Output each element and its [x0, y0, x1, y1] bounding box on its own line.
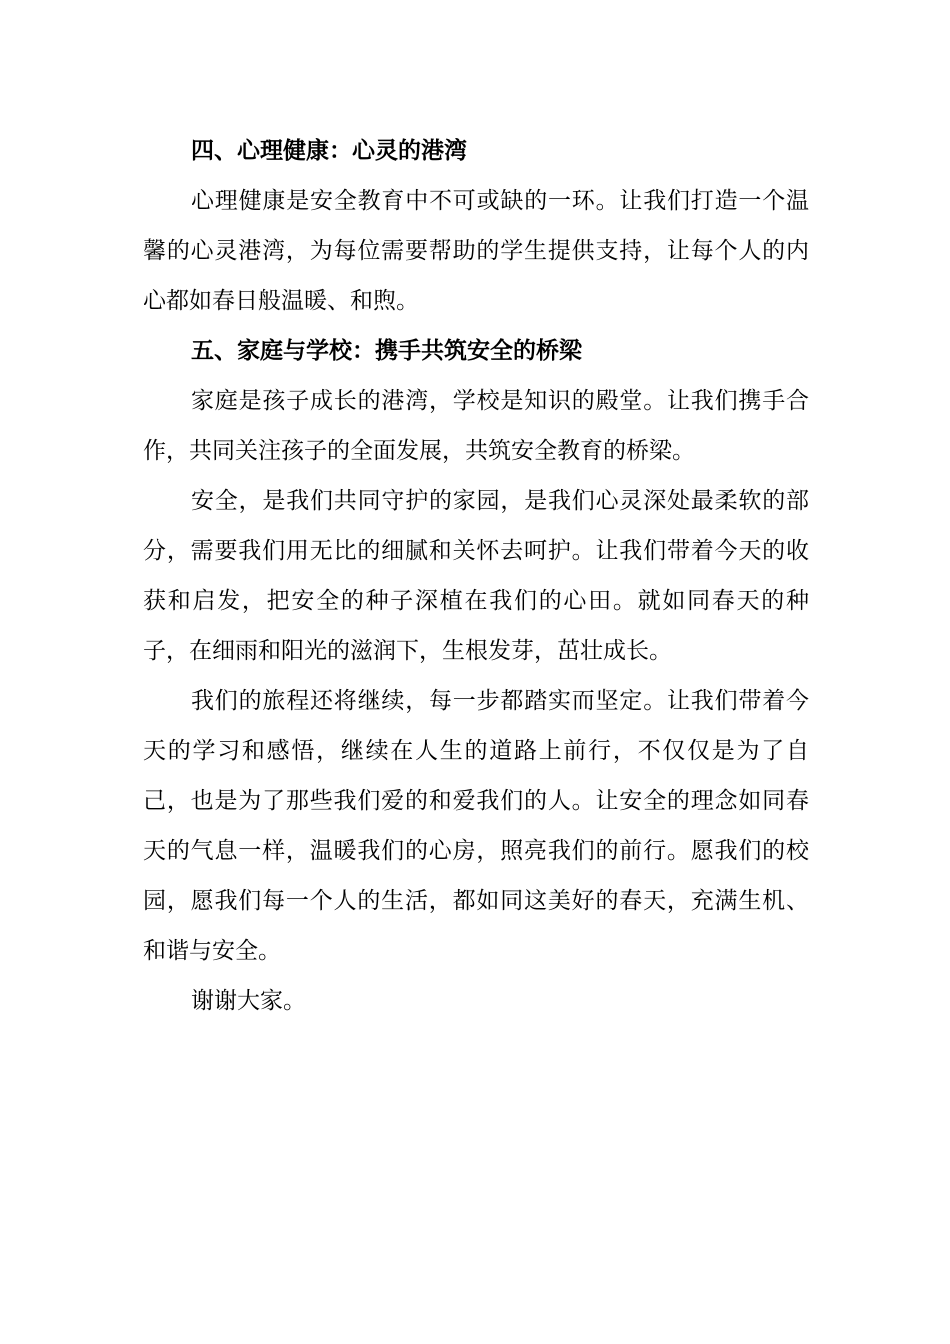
- paragraph-journey: 我们的旅程还将继续，每一步都踏实而坚定。让我们带着今天的学习和感悟，继续在人生的道路上前行，不仅仅是为了自己，也是为了那些我们爱的和爱我们的人。让安全的理念如同春天的气息一样，温暖我们的心房，照亮我们的前行。愿我们的校园，愿我们每一个人的生活，都如同这美好的春天，充满生机、和谐与安全。: [143, 688, 809, 964]
- section-heading-family-school: 五、家庭与学校：携手共筑安全的桥梁: [191, 338, 582, 364]
- paragraph-family-school: 家庭是孩子成长的港湾，学校是知识的殿堂。让我们携手合作，共同关注孩子的全面发展，共筑安全教育的桥梁。: [143, 388, 809, 464]
- section-heading-mental-health: 四、心理健康：心灵的港湾: [191, 138, 467, 164]
- paragraph-safety-home: 安全，是我们共同守护的家园，是我们心灵深处最柔软的部分，需要我们用无比的细腻和关怀去呵护。让我们带着今天的收获和启发，把安全的种子深植在我们的心田。就如同春天的种子，在细雨和阳光的滋润下，生根发芽，茁壮成长。: [143, 488, 809, 664]
- paragraph-mental-health: 心理健康是安全教育中不可或缺的一环。让我们打造一个温馨的心灵港湾，为每位需要帮助的学生提供支持，让每个人的内心都如春日般温暖、和煦。: [143, 188, 809, 314]
- closing-thanks: 谢谢大家。: [191, 988, 306, 1014]
- document-body: [143, 126, 809, 1026]
